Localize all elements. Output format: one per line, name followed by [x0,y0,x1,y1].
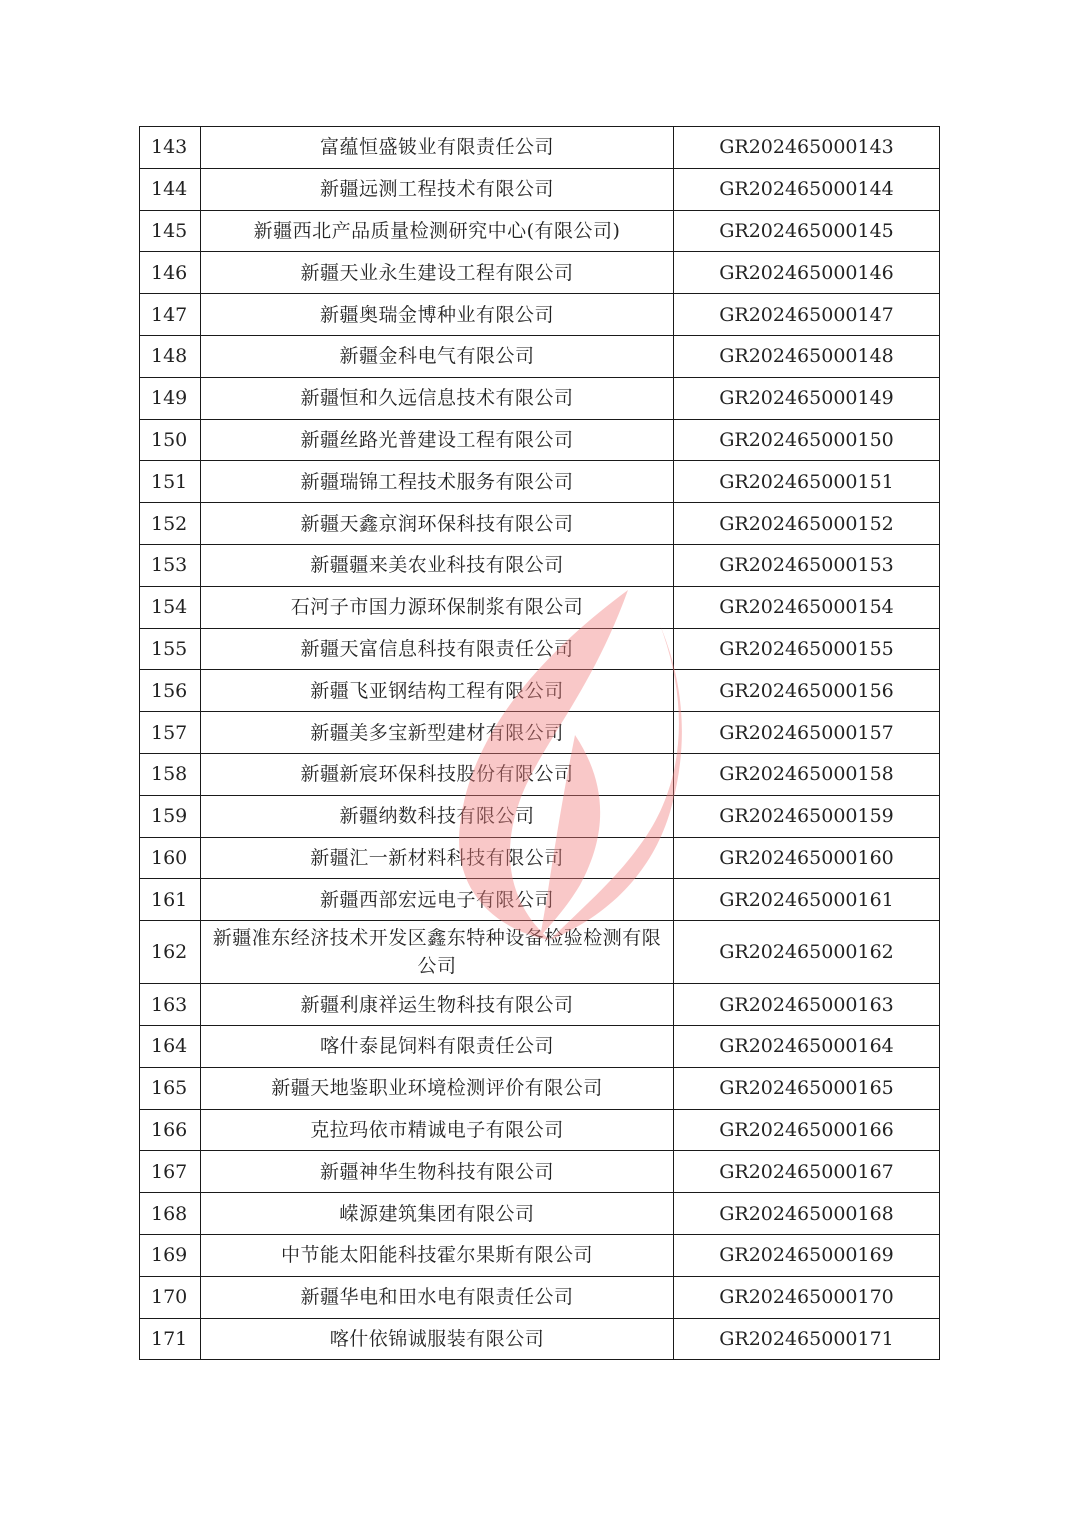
company-name: 新疆神华生物科技有限公司 [201,1151,674,1193]
certificate-number: GR202465000163 [674,984,940,1026]
table-row [140,1151,940,1193]
certificate-number: GR202465000153 [674,544,940,586]
row-number: 170 [140,1276,201,1318]
row-number: 153 [140,544,201,586]
table-row [140,712,940,754]
table-row [140,628,940,670]
table-row [140,1318,940,1360]
table-row [140,419,940,461]
certificate-number: GR202465000146 [674,252,940,294]
certificate-number: GR202465000156 [674,670,940,712]
row-number: 156 [140,670,201,712]
row-number: 143 [140,127,201,169]
certificate-number: GR202465000151 [674,461,940,503]
company-name: 新疆美多宝新型建材有限公司 [201,712,674,754]
company-name: 嵘源建筑集团有限公司 [201,1193,674,1235]
company-name: 新疆天鑫京润环保科技有限公司 [201,503,674,545]
table-row [140,252,940,294]
row-number: 144 [140,168,201,210]
company-name: 新疆汇一新材料科技有限公司 [201,837,674,879]
company-name: 喀什依锦诚服装有限公司 [201,1318,674,1360]
table-row [140,921,940,984]
certificate-number: GR202465000144 [674,168,940,210]
table-row [140,795,940,837]
company-name: 新疆瑞锦工程技术服务有限公司 [201,461,674,503]
company-name: 新疆天地鉴职业环境检测评价有限公司 [201,1067,674,1109]
row-number: 160 [140,837,201,879]
certificate-number: GR202465000149 [674,377,940,419]
row-number: 171 [140,1318,201,1360]
row-number: 158 [140,753,201,795]
row-number: 166 [140,1109,201,1151]
row-number: 145 [140,210,201,252]
table-row [140,1276,940,1318]
table-row [140,837,940,879]
company-name: 新疆飞亚钢结构工程有限公司 [201,670,674,712]
row-number: 163 [140,984,201,1026]
row-number: 147 [140,294,201,336]
company-name: 新疆疆来美农业科技有限公司 [201,544,674,586]
certificate-number: GR202465000162 [674,921,940,984]
table-row [140,335,940,377]
table-body [140,127,940,1360]
company-name: 新疆金科电气有限公司 [201,335,674,377]
certificate-number: GR202465000159 [674,795,940,837]
certificate-number: GR202465000161 [674,879,940,921]
certificate-number: GR202465000143 [674,127,940,169]
row-number: 161 [140,879,201,921]
company-name: 新疆远测工程技术有限公司 [201,168,674,210]
company-name: 新疆丝路光普建设工程有限公司 [201,419,674,461]
row-number: 169 [140,1234,201,1276]
table-row [140,1193,940,1235]
certificate-number: GR202465000168 [674,1193,940,1235]
certificate-number: GR202465000170 [674,1276,940,1318]
company-name: 新疆利康祥运生物科技有限公司 [201,984,674,1026]
company-name: 新疆天富信息科技有限责任公司 [201,628,674,670]
row-number: 149 [140,377,201,419]
company-name: 中节能太阳能科技霍尔果斯有限公司 [201,1234,674,1276]
certificate-number: GR202465000148 [674,335,940,377]
row-number: 168 [140,1193,201,1235]
table-row [140,753,940,795]
certificate-number: GR202465000165 [674,1067,940,1109]
row-number: 146 [140,252,201,294]
company-name: 新疆新宸环保科技股份有限公司 [201,753,674,795]
company-name: 富蕴恒盛铍业有限责任公司 [201,127,674,169]
certificate-number: GR202465000145 [674,210,940,252]
certificate-number: GR202465000166 [674,1109,940,1151]
row-number: 162 [140,921,201,984]
company-name: 新疆天业永生建设工程有限公司 [201,252,674,294]
table-row [140,168,940,210]
certificate-number: GR202465000154 [674,586,940,628]
company-name: 新疆华电和田水电有限责任公司 [201,1276,674,1318]
certificate-number: GR202465000164 [674,1025,940,1067]
table-row [140,461,940,503]
company-name: 新疆奥瑞金博种业有限公司 [201,294,674,336]
row-number: 159 [140,795,201,837]
certificate-number: GR202465000167 [674,1151,940,1193]
company-name: 石河子市国力源环保制浆有限公司 [201,586,674,628]
table-row [140,984,940,1026]
row-number: 150 [140,419,201,461]
company-name: 新疆西部宏远电子有限公司 [201,879,674,921]
row-number: 148 [140,335,201,377]
table-row [140,1109,940,1151]
certificate-number: GR202465000169 [674,1234,940,1276]
table-row [140,503,940,545]
row-number: 152 [140,503,201,545]
table-row [140,670,940,712]
row-number: 164 [140,1025,201,1067]
company-name: 喀什泰昆饲料有限责任公司 [201,1025,674,1067]
row-number: 154 [140,586,201,628]
certificate-number: GR202465000155 [674,628,940,670]
certificate-number: GR202465000150 [674,419,940,461]
table-row [140,1234,940,1276]
certificate-number: GR202465000171 [674,1318,940,1360]
table-row [140,294,940,336]
company-name: 新疆纳数科技有限公司 [201,795,674,837]
table-row [140,127,940,169]
company-name: 新疆恒和久远信息技术有限公司 [201,377,674,419]
row-number: 157 [140,712,201,754]
company-name: 新疆准东经济技术开发区鑫东特种设备检验检测有限公司 [201,921,674,984]
certificate-number: GR202465000157 [674,712,940,754]
table-row [140,586,940,628]
company-name: 新疆西北产品质量检测研究中心(有限公司) [201,210,674,252]
company-name: 克拉玛依市精诚电子有限公司 [201,1109,674,1151]
table-row [140,210,940,252]
certificate-number: GR202465000147 [674,294,940,336]
certificate-number: GR202465000160 [674,837,940,879]
row-number: 155 [140,628,201,670]
certificate-number: GR202465000158 [674,753,940,795]
table-row [140,544,940,586]
company-list-table [139,126,940,1360]
row-number: 151 [140,461,201,503]
table-row [140,879,940,921]
table-row [140,1067,940,1109]
table-row [140,377,940,419]
row-number: 165 [140,1067,201,1109]
row-number: 167 [140,1151,201,1193]
certificate-number: GR202465000152 [674,503,940,545]
table-row [140,1025,940,1067]
